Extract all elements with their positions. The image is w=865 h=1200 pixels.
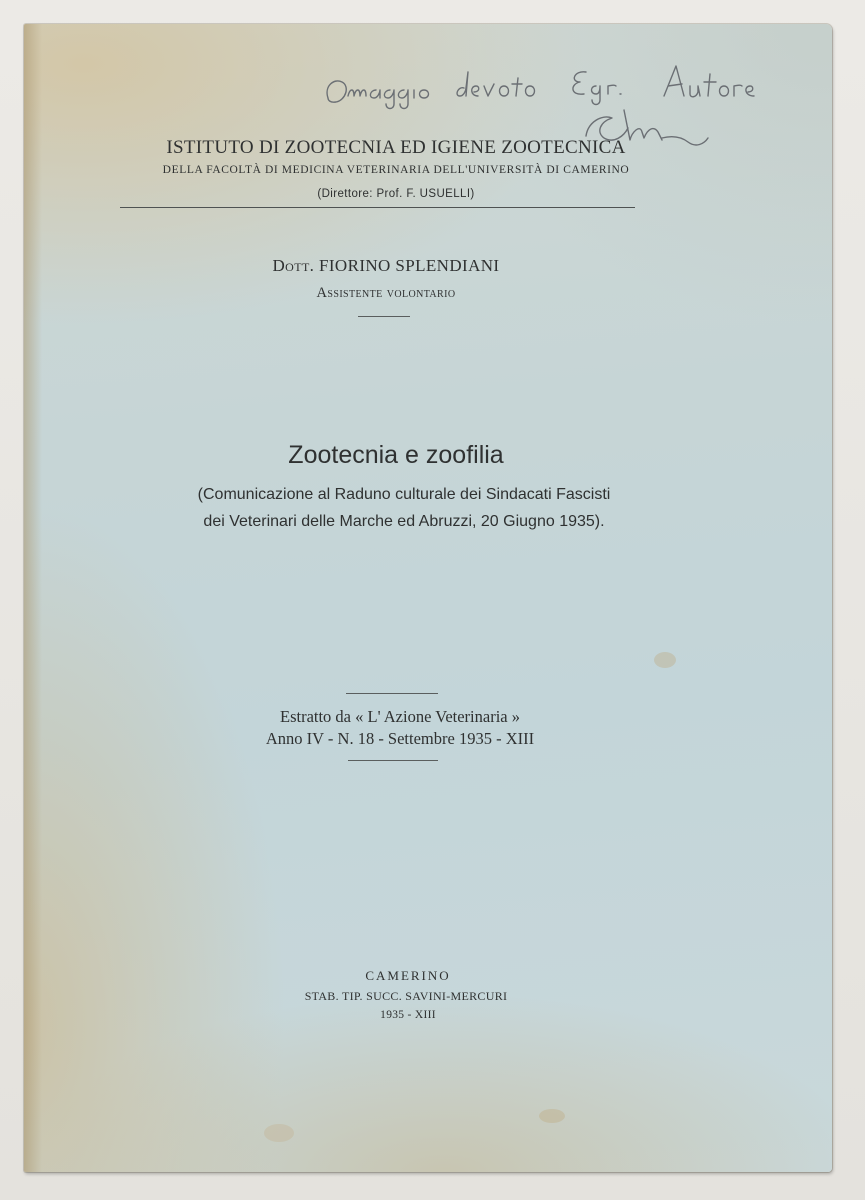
work-title: Zootecnia e zoofilia (288, 441, 504, 469)
booklet-cover (24, 24, 832, 1172)
foxing-stain (654, 652, 676, 668)
work-subtitle-line-1: (Comunicazione al Raduno culturale dei Sindacati Fascisti (197, 486, 611, 503)
author-divider (358, 316, 410, 317)
imprint-city: CAMERINO (365, 968, 451, 983)
director-line: (Direttore: Prof. F. USUELLI) (317, 188, 475, 200)
extract-issue: Anno IV - N. 18 - Settembre 1935 - XIII (265, 729, 535, 748)
author-role: Assistente volontario (316, 285, 456, 301)
imprint-year: 1935 - XIII (380, 1009, 436, 1021)
imprint-printer: STAB. TIP. SUCC. SAVINI-MERCURI (304, 989, 508, 1003)
header-divider (120, 207, 635, 208)
faculty-line: DELLA FACOLTÀ DI MEDICINA VETERINARIA DELL'UNIVERSITÀ DI CAMERINO (162, 164, 630, 176)
work-subtitle-line-2: dei Veterinari delle Marche ed Abruzzi, 20 Giugno 1935). (203, 513, 605, 530)
institute-name: ISTITUTO DI ZOOTECNIA ED IGIENE ZOOTECNICA (166, 137, 626, 158)
extract-source: Estratto da « L' Azione Veterinaria » (279, 707, 520, 726)
foxing-stain (539, 1109, 565, 1123)
extract-divider-top (346, 693, 438, 694)
extract-divider-bottom (348, 760, 438, 761)
foxing-stain (264, 1124, 294, 1142)
author-name: Dott. FIORINO SPLENDIANI (272, 256, 500, 275)
